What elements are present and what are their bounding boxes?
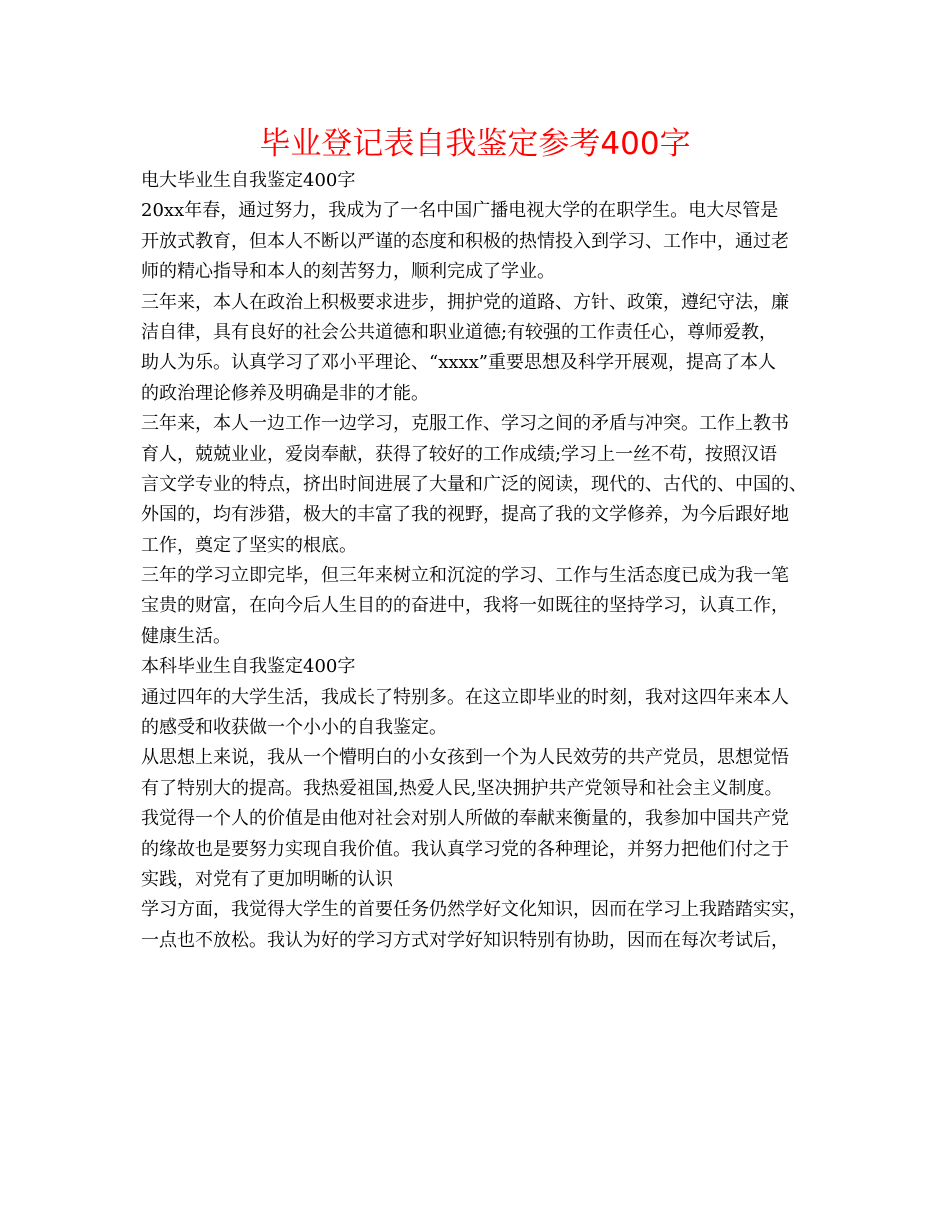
text-line: 学习方面，我觉得大学生的首要任务仍然学好文化知识，因而在学习上我踏踏实实， bbox=[141, 899, 807, 921]
text-line: 师的精心指导和本人的刻苦努力，顺利完成了学业。 bbox=[141, 261, 555, 283]
text-line: 的政治理论修养及明确是非的才能。 bbox=[141, 382, 429, 404]
text-line: 通过四年的大学生活，我成长了特别多。在这立即毕业的时刻，我对这四年来本人 bbox=[141, 686, 789, 708]
text-line: 20xx年春，通过努力，我成为了一名中国广播电视大学的在职学生。电大尽管是 bbox=[141, 200, 779, 222]
text-line: 电大毕业生自我鉴定400字 bbox=[141, 170, 356, 191]
text-line: 三年来，本人一边工作一边学习，克服工作、学习之间的矛盾与冲突。工作上教书 bbox=[141, 413, 789, 435]
text-line: 健康生活。 bbox=[141, 625, 231, 647]
text-line: 的感受和收获做一个小小的自我鉴定。 bbox=[141, 717, 447, 739]
text-line: 外国的，均有涉猎，极大的丰富了我的视野，提高了我的文学修养，为今后跟好地 bbox=[141, 504, 789, 526]
text-line: 三年来，本人在政治上积极要求进步，拥护党的道路、方针、政策，遵纪守法，廉 bbox=[141, 291, 789, 313]
text-line: 我觉得一个人的价值是由他对社会对别人所做的奉献来衡量的，我参加中国共产党 bbox=[141, 808, 789, 830]
text-line: 开放式教育，但本人不断以严谨的态度和积极的热情投入到学习、工作中，通过老 bbox=[141, 230, 789, 252]
text-line: 宝贵的财富，在向今后人生目的的奋进中，我将一如既往的坚持学习，认真工作， bbox=[141, 595, 789, 617]
text-line: 的缘故也是要努力实现自我价值。我认真学习党的各种理论，并努力把他们付之于 bbox=[141, 838, 789, 860]
text-line: 言文学专业的特点，挤出时间进展了大量和广泛的阅读，现代的、古代的、中国的、 bbox=[141, 473, 807, 495]
text-line: 助人为乐。认真学习了邓小平理论、“xxxx”重要思想及科学开展观，提高了本人 bbox=[141, 352, 777, 374]
text-line: 从思想上来说，我从一个懵明白的小女孩到一个为人民效劳的共产党员，思想觉悟 bbox=[141, 747, 789, 769]
text-line: 有了特别大的提高。我热爱祖国,热爱人民,坚决拥护共产党领导和社会主义制度。 bbox=[141, 777, 783, 799]
text-line: 工作，奠定了坚实的根底。 bbox=[141, 534, 357, 556]
text-line: 实践，对党有了更加明晰的认识 bbox=[141, 868, 393, 890]
text-line: 三年的学习立即完毕，但三年来树立和沉淀的学习、工作与生活态度已成为我一笔 bbox=[141, 565, 789, 587]
text-line: 洁自律，具有良好的社会公共道德和职业道德;有较强的工作责任心，尊师爱教， bbox=[141, 321, 778, 343]
text-line: 一点也不放松。我认为好的学习方式对学好知识特别有协助，因而在每次考试后， bbox=[141, 929, 789, 951]
text-line: 育人，兢兢业业，爱岗奉献，获得了较好的工作成绩;学习上一丝不苟，按照汉语 bbox=[141, 443, 778, 465]
document-title: 毕业登记表自我鉴定参考400字 bbox=[259, 126, 691, 162]
text-line: 本科毕业生自我鉴定400字 bbox=[141, 656, 356, 678]
document-body bbox=[141, 166, 826, 956]
